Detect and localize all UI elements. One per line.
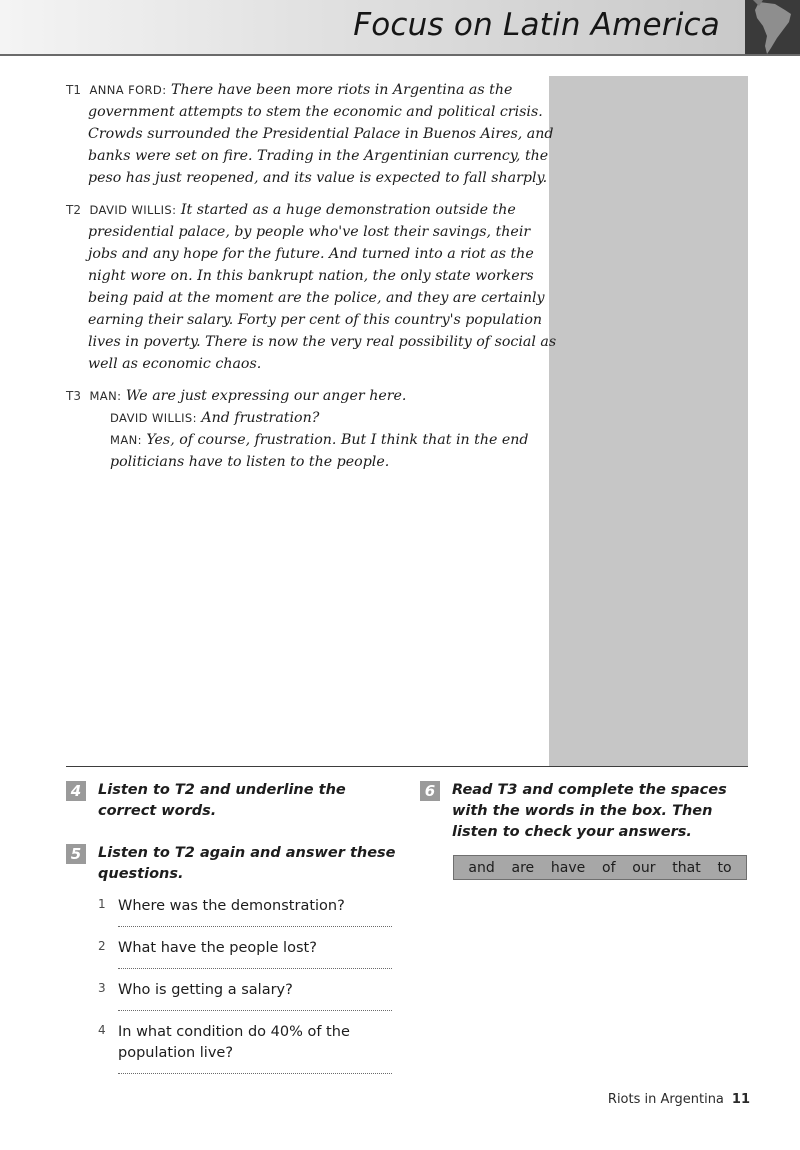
latin-america-map-icon — [745, 0, 800, 54]
page-title: Focus on Latin America — [353, 7, 720, 43]
word-box — [453, 855, 747, 880]
answer-line[interactable] — [118, 926, 392, 927]
exercise-instruction: Listen to T2 and underline the correct words. — [98, 782, 346, 819]
speaker-name: DAVID WILLIS: — [89, 203, 177, 217]
word-box-item: have — [550, 859, 586, 876]
transcript-tag: T1 — [66, 83, 81, 97]
page-footer — [608, 1092, 750, 1107]
exercise-instruction: Read T3 and complete the spaces with the words in the box. Then listen to check your answers. — [452, 782, 727, 840]
transcript-text: It started as a huge demonstration outside the presidential palace, by people who've lost their savings, their jobs and any hope for the future. And turned into a riot as the night wore on. In this bankrupt nation, the only state workers being paid at the moment are the police, and they are certainly earning their salary. Forty per cent of this country's population lives in poverty. There is now the very real possibility of social as well as economic chaos. — [88, 202, 557, 372]
transcript-t1 — [66, 79, 558, 189]
question-text: In what condition do 40% of the population live? — [118, 1024, 350, 1061]
exercise-5 — [66, 843, 406, 885]
speaker-name: MAN: — [89, 389, 122, 403]
word-box-item: our — [632, 859, 656, 876]
question-number: 1 — [98, 897, 106, 911]
answer-line[interactable] — [118, 1010, 392, 1011]
question-number: 2 — [98, 939, 106, 953]
question-number: 3 — [98, 981, 106, 995]
question-item — [98, 980, 398, 1011]
exercise-4 — [66, 780, 406, 822]
speaker-name: ANNA FORD: — [89, 83, 167, 97]
question-item — [98, 938, 398, 969]
transcript-text: There have been more riots in Argentina as the government attempts to stem the economic and political crisis. Crowds surrounded the Presidential Palace in Buenos Aires, and banks were set on fire. Trading in the Argentinian currency, the peso has just reopened, and its value is expected to fall sharply. — [88, 82, 554, 186]
question-item — [98, 896, 398, 927]
question-number: 4 — [98, 1023, 106, 1037]
question-text: Where was the demonstration? — [118, 898, 345, 914]
word-box-item: that — [672, 859, 701, 876]
transcript-line — [88, 407, 558, 429]
transcript-t2 — [66, 199, 558, 375]
word-box-item: to — [717, 859, 732, 876]
word-box-item: and — [468, 859, 495, 876]
header-rule — [0, 54, 800, 56]
section-divider — [66, 766, 748, 767]
question-text: Who is getting a salary? — [118, 982, 293, 998]
answer-line[interactable] — [118, 1073, 392, 1074]
speaker-name: MAN: — [110, 433, 142, 447]
transcript-line — [88, 429, 558, 473]
speaker-name: DAVID WILLIS: — [110, 411, 197, 425]
transcript-tag: T3 — [66, 389, 81, 403]
transcript-text: And frustration? — [201, 410, 320, 426]
exercise-number-badge: 6 — [420, 781, 440, 801]
answer-line[interactable] — [118, 968, 392, 969]
notes-side-panel — [549, 76, 748, 766]
word-box-item: of — [602, 859, 616, 876]
exercise-6 — [420, 780, 750, 843]
exercise-instruction: Listen to T2 again and answer these questions. — [98, 845, 396, 882]
transcript-text: Yes, of course, frustration. But I think that in the end politicians have to listen to the people. — [110, 432, 529, 470]
exercise-number-badge: 4 — [66, 781, 86, 801]
page-number: 11 — [731, 1092, 750, 1107]
transcript-t3 — [66, 385, 558, 473]
transcript-text: We are just expressing our anger here. — [125, 388, 407, 404]
question-text: What have the people lost? — [118, 940, 317, 956]
transcript-tag: T2 — [66, 203, 81, 217]
exercise-number-badge: 5 — [66, 844, 86, 864]
question-item — [98, 1022, 398, 1074]
word-box-item: are — [511, 859, 535, 876]
footer-section-title: Riots in Argentina — [607, 1092, 724, 1107]
